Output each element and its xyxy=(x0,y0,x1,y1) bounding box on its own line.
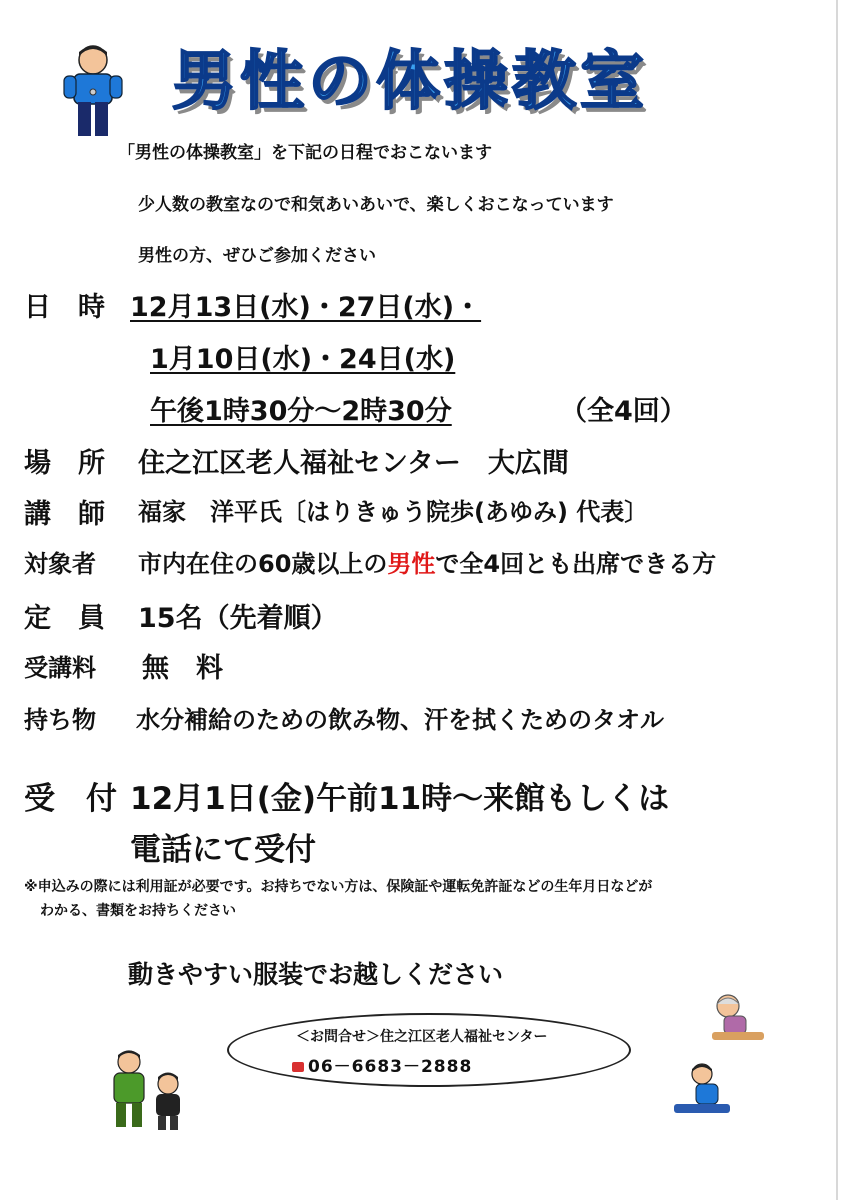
contact-title: ＜お問合せ＞住之江区老人福祉センター xyxy=(296,1029,548,1045)
instructor-value: 福家 洋平氏〔はりきゅう院歩(あゆみ) 代表〕 xyxy=(138,498,649,526)
fee-label: 受講料 xyxy=(24,654,96,682)
target-highlight-male: 男性 xyxy=(387,550,436,578)
fee-value: 無 料 xyxy=(142,653,223,684)
exercising-people-illustration xyxy=(102,1048,192,1132)
capacity-label: 定 員 xyxy=(24,603,105,634)
schedule-label: 日 時 xyxy=(24,292,105,323)
scan-edge-line xyxy=(836,0,838,1200)
schedule-count: （全4回） xyxy=(560,396,687,427)
stretching-elder-illustration xyxy=(706,992,766,1044)
clothing-notice: 動きやすい服装でお越しください xyxy=(128,960,504,989)
capacity-value: 15名（先着順） xyxy=(138,603,338,634)
contact-phone xyxy=(292,1052,472,1077)
instructor-label: 講 師 xyxy=(24,499,105,530)
schedule-dates-line-2: 1月10日(水)・24日(水) xyxy=(150,344,456,375)
place-value: 住之江区老人福祉センター 大広間 xyxy=(138,448,569,479)
intro-line-1: 「男性の体操教室」を下記の日程でおこないます xyxy=(118,143,492,163)
page-title: 男性の体操教室 xyxy=(172,45,648,119)
target-text-before: 市内在住の60歳以上の xyxy=(138,550,388,578)
phone-icon xyxy=(292,1062,304,1072)
schedule-time: 午後1時30分～2時30分 xyxy=(150,396,452,427)
target-value xyxy=(138,544,716,579)
reception-label: 受 付 xyxy=(24,781,117,817)
note-line-1: ※申込みの際には利用証が必要です。お持ちでない方は、保険証や運転免許証などの生年月日などが xyxy=(24,879,653,895)
target-label: 対象者 xyxy=(24,550,96,578)
bring-label: 持ち物 xyxy=(24,706,96,734)
place-label: 場 所 xyxy=(24,448,105,479)
coach-man-illustration xyxy=(58,42,128,138)
schedule-dates-line-1: 12月13日(水)・27日(水)・ xyxy=(130,292,482,323)
contact-tel-number: 06－6683－2888 xyxy=(308,1057,473,1077)
reception-line-2: 電話にて受付 xyxy=(130,832,316,868)
intro-line-2: 少人数の教室なので和気あいあいで、楽しくおこなっています xyxy=(138,195,614,215)
reception-line-1: 12月1日(金)午前11時～来館もしくは xyxy=(130,781,670,817)
stretching-man-illustration xyxy=(672,1062,736,1118)
bring-value: 水分補給のための飲み物、汗を拭くためのタオル xyxy=(136,706,664,734)
target-text-after: で全4回とも出席できる方 xyxy=(435,550,717,578)
note-line-2: わかる、書類をお持ちください xyxy=(40,903,236,919)
intro-line-3: 男性の方、ぜひご参加ください xyxy=(138,246,376,266)
